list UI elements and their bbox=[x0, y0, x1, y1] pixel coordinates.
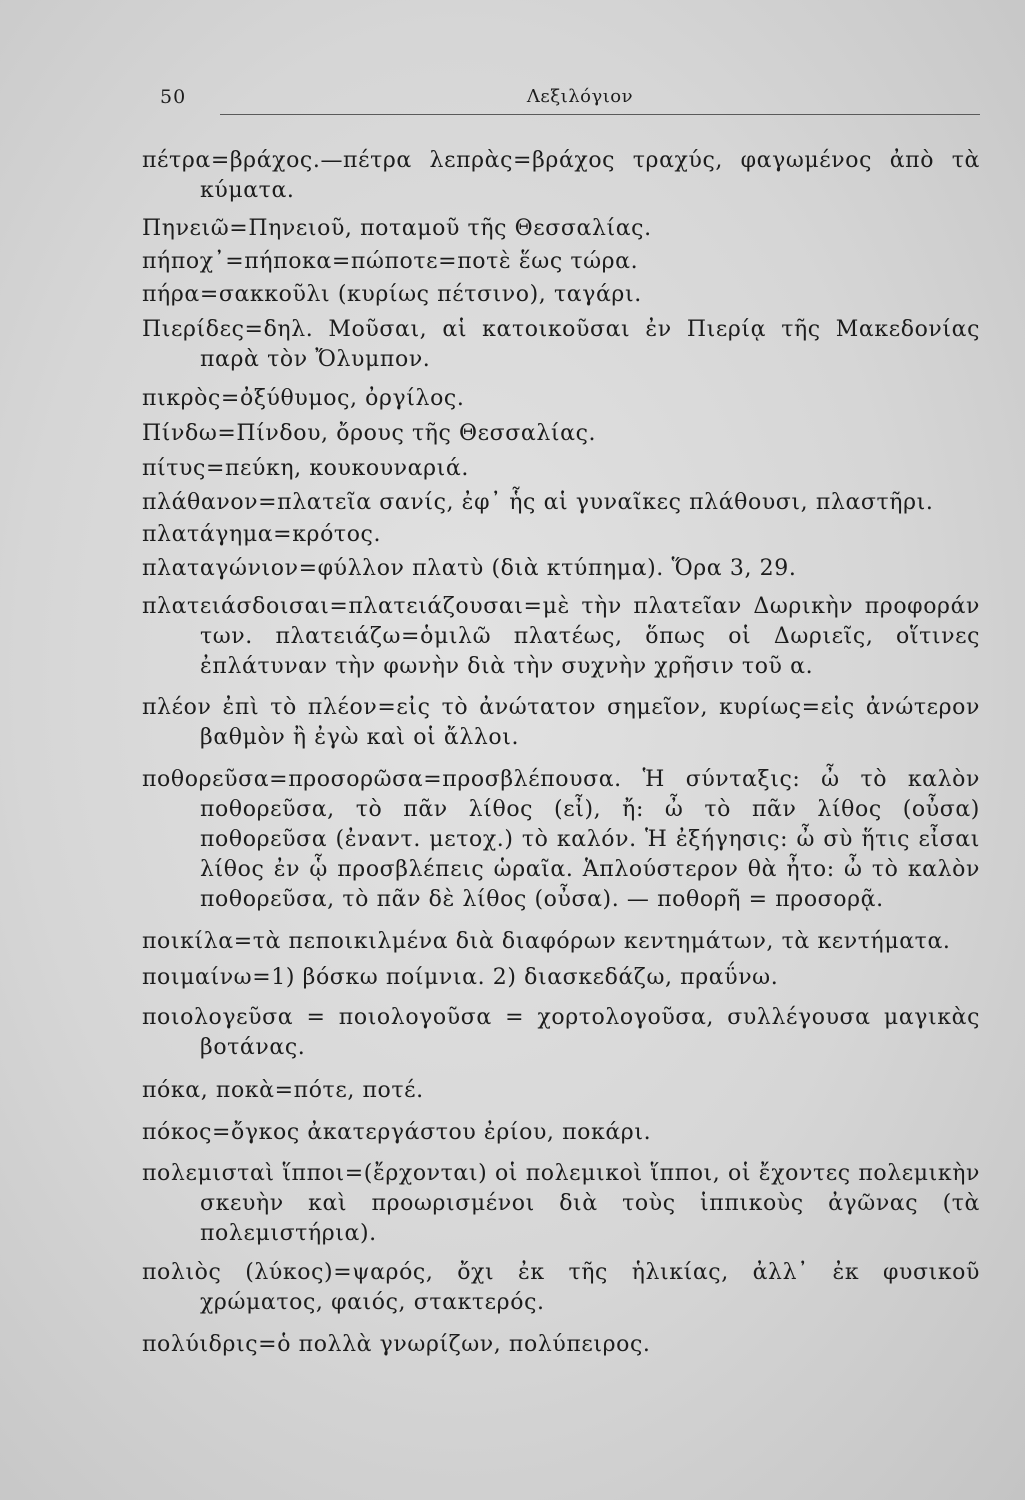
glossary-entry: πίτυς=πεύκη, κουκουναριά. bbox=[142, 456, 469, 481]
glossary-entry: πήποχ᾽=πήποκα=πώποτε=ποτὲ ἕως τώρα. bbox=[142, 249, 639, 274]
glossary-entry: ποιμαίνω=1) βόσκω ποίμνια. 2) διασκεδάζω, πραΰνω. bbox=[142, 965, 779, 990]
glossary-entry: πικρὸς=ὀξύθυμος, ὀργίλος. bbox=[142, 386, 465, 411]
glossary-entries bbox=[142, 146, 980, 1360]
glossary-entry: Πιερίδες=δηλ. Μοῦσαι, αἱ κατοικοῦσαι ἐν Πιερίᾳ τῆς Μακεδονίας παρὰ τὸν Ὄλυμπον. bbox=[142, 317, 980, 372]
glossary-entry: πόκος=ὄγκος ἀκατεργάστου ἐρίου, ποκάρι. bbox=[142, 1120, 652, 1145]
glossary-entry: Πηνειῶ=Πηνειοῦ, ποταμοῦ τῆς Θεσσαλίας. bbox=[142, 216, 652, 241]
page-number: 50 bbox=[160, 86, 187, 108]
glossary-entry: πλατάγημα=κρότος. bbox=[142, 522, 382, 547]
glossary-entry: πλαταγώνιον=φύλλον πλατὺ (διὰ κτύπημα). Ὅρα 3, 29. bbox=[142, 556, 797, 581]
glossary-entry: πόκα, ποκὰ=πότε, ποτέ. bbox=[142, 1078, 424, 1103]
glossary-entry: ποιολογεῦσα = ποιολογοῦσα = χορτολογοῦσα, συλλέγουσα μαγικὰς βοτάνας. bbox=[142, 1005, 980, 1060]
glossary-entry: πήρα=σακκοῦλι (κυρίως πέτσινο), ταγάρι. bbox=[142, 282, 642, 307]
glossary-entry: ποθορεῦσα=προσορῶσα=προσβλέπουσα. Ἡ σύνταξις: ὦ τὸ καλὸν ποθορεῦσα, τὸ πᾶν λίθος (εἶ), ἤ: ὦ τὸ πᾶν λίθος (οὖσα) ποθορεῦσα (ἐναντ. μετοχ.) τὸ καλόν. Ἡ ἐξήγησις: ὦ σὺ ἥτις εἶσαι λίθος ἐν ᾧ προσβλέπεις ὡραῖα. Ἁπλούστερον θὰ ἦτο: ὦ τὸ καλὸν ποθορεῦσα, τὸ πᾶν δὲ λίθος (οὖσα). — ποθορῆ = προσορᾷ. bbox=[142, 767, 980, 912]
glossary-entry: πλάθανον=πλατεῖα σανίς, ἐφ᾽ ἧς αἱ γυναῖκες πλάθουσι, πλαστῆρι. bbox=[142, 490, 934, 515]
glossary-entry: πολιὸς (λύκος)=ψαρός, ὄχι ἐκ τῆς ἡλικίας, ἀλλ᾽ ἐκ φυσικοῦ χρώματος, φαιός, στακτερός. bbox=[142, 1260, 980, 1315]
running-title: Λεξιλόγιον bbox=[526, 86, 634, 107]
header-rule bbox=[220, 114, 980, 115]
page-header bbox=[160, 86, 980, 116]
glossary-entry: πολεμισταὶ ἵπποι=(ἔρχονται) οἱ πολεμικοὶ ἵπποι, οἱ ἔχοντες πολεμικὴν σκευὴν καὶ προωρισμένοι διὰ τοὺς ἱππικοὺς ἀγῶνας (τὰ πολεμιστήρια). bbox=[142, 1161, 980, 1246]
glossary-entry: πλατειάσδοισαι=πλατειάζουσαι=μὲ τὴν πλατεῖαν Δωρικὴν προφοράν των. πλατειάζω=ὁμιλῶ πλατέως, ὅπως οἱ Δωριεῖς, οἵτινες ἐπλάτυναν τὴν φωνὴν διὰ τὴν συχνὴν χρῆσιν τοῦ α. bbox=[142, 594, 980, 679]
glossary-entry: πέτρα=βράχος.—πέτρα λεπρὰς=βράχος τραχύς, φαγωμένος ἀπὸ τὰ κύματα. bbox=[142, 148, 980, 203]
glossary-entry: Πίνδω=Πίνδου, ὄρους τῆς Θεσσαλίας. bbox=[142, 421, 597, 446]
glossary-entry: πλέον ἐπὶ τὸ πλέον=εἰς τὸ ἀνώτατον σημεῖον, κυρίως=εἰς ἀνώτερον βαθμὸν ἢ ἐγὼ καὶ οἱ ἄλλοι. bbox=[142, 695, 980, 750]
glossary-entry: πολύιδρις=ὁ πολλὰ γνωρίζων, πολύπειρος. bbox=[142, 1332, 651, 1357]
glossary-entry: ποικίλα=τὰ πεποικιλμένα διὰ διαφόρων κεντημάτων, τὰ κεντήματα. bbox=[142, 929, 951, 954]
